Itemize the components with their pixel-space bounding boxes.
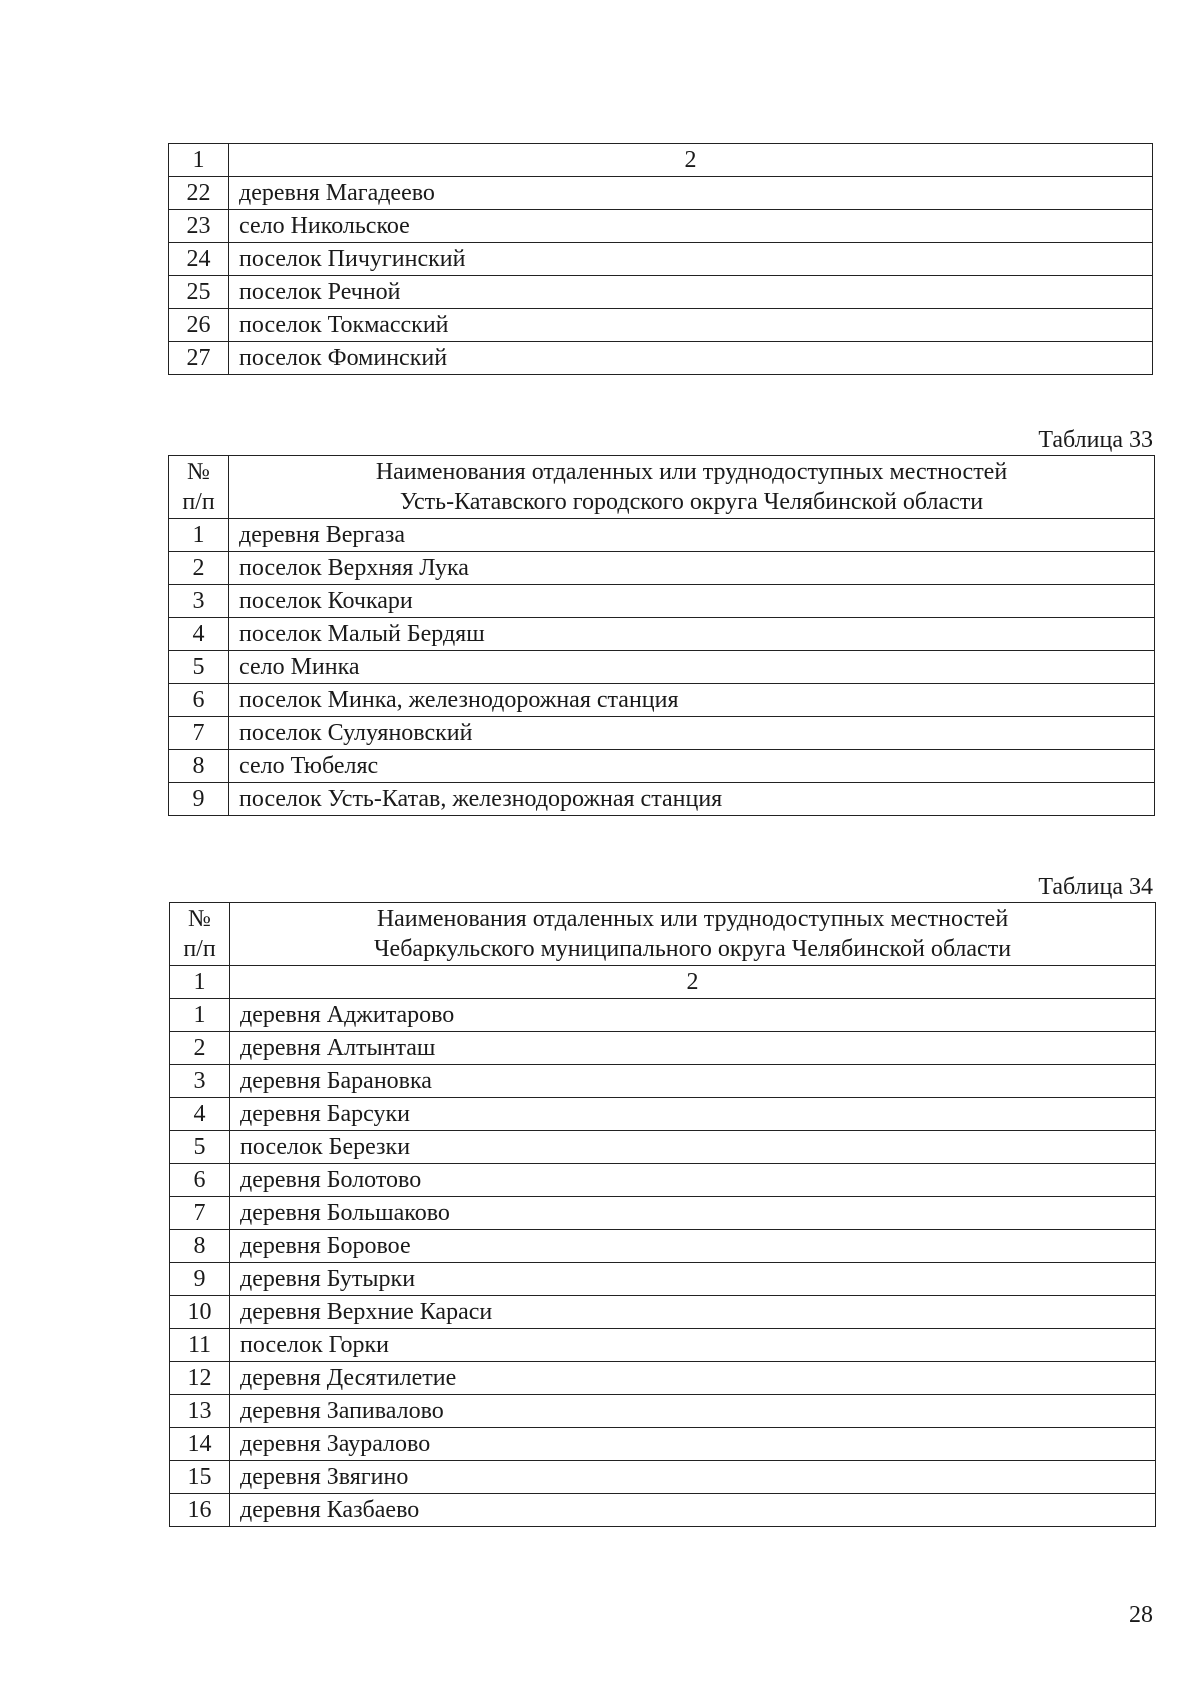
locality-name: деревня Вергаза	[229, 519, 1155, 552]
row-number: 1	[170, 999, 230, 1032]
row-number: 23	[169, 210, 229, 243]
locality-name: деревня Болотово	[230, 1164, 1156, 1197]
header-name-column	[229, 456, 1155, 519]
header-number-line1: №	[188, 906, 211, 932]
table-header	[170, 903, 1156, 966]
header-number-line2: п/п	[183, 936, 216, 962]
row-number: 16	[170, 1494, 230, 1527]
table-row	[170, 1230, 1156, 1263]
column-number: 2	[230, 966, 1156, 999]
row-number: 5	[170, 1131, 230, 1164]
row-number: 13	[170, 1395, 230, 1428]
row-number: 2	[169, 552, 229, 585]
table-row	[169, 585, 1155, 618]
table-row	[170, 1362, 1156, 1395]
table-row	[170, 999, 1156, 1032]
header-name-line2: Чебаркульского муниципального округа Челябинской области	[373, 936, 1012, 962]
locality-name: деревня Десятилетие	[230, 1362, 1156, 1395]
row-number: 4	[170, 1098, 230, 1131]
row-number: 22	[169, 177, 229, 210]
table-row	[170, 1032, 1156, 1065]
locality-name: деревня Аджитарово	[230, 999, 1156, 1032]
locality-name: поселок Пичугинский	[229, 243, 1153, 276]
row-number: 6	[169, 684, 229, 717]
row-number: 12	[170, 1362, 230, 1395]
locality-name: поселок Горки	[230, 1329, 1156, 1362]
row-number: 9	[169, 783, 229, 816]
locality-name: деревня Магадеево	[229, 177, 1153, 210]
table-header	[169, 456, 1155, 519]
row-number: 8	[169, 750, 229, 783]
header-name-column	[230, 903, 1156, 966]
row-number: 27	[169, 342, 229, 375]
locality-name: деревня Запивалово	[230, 1395, 1156, 1428]
row-number: 15	[170, 1461, 230, 1494]
locality-name: деревня Верхние Караси	[230, 1296, 1156, 1329]
table-row	[170, 1395, 1156, 1428]
row-number: 6	[170, 1164, 230, 1197]
row-number: 3	[170, 1065, 230, 1098]
table-row	[169, 552, 1155, 585]
table-32-continued	[168, 143, 1153, 375]
table-34	[169, 902, 1156, 1527]
table-row	[170, 1098, 1156, 1131]
row-number: 3	[169, 585, 229, 618]
locality-name: поселок Сулуяновский	[229, 717, 1155, 750]
table-row	[169, 243, 1153, 276]
row-number: 26	[169, 309, 229, 342]
locality-name: поселок Минка, железнодорожная станция	[229, 684, 1155, 717]
table-33-caption: Таблица 33	[1038, 427, 1153, 453]
page-number: 28	[1129, 1602, 1153, 1628]
locality-name: поселок Усть-Катав, железнодорожная станция	[229, 783, 1155, 816]
row-number: 25	[169, 276, 229, 309]
table-row	[170, 1461, 1156, 1494]
table-row	[170, 1131, 1156, 1164]
row-number: 8	[170, 1230, 230, 1263]
locality-name: деревня Барсуки	[230, 1098, 1156, 1131]
locality-name: деревня Казбаево	[230, 1494, 1156, 1527]
column-number: 1	[170, 966, 230, 999]
locality-name: село Тюбеляс	[229, 750, 1155, 783]
table-row	[169, 519, 1155, 552]
table-row	[169, 684, 1155, 717]
table-row	[169, 651, 1155, 684]
table-row	[169, 309, 1153, 342]
table-row	[169, 342, 1153, 375]
locality-name: поселок Фоминский	[229, 342, 1153, 375]
table-row	[170, 1494, 1156, 1527]
row-number: 11	[170, 1329, 230, 1362]
column-number: 2	[229, 144, 1153, 177]
table-row	[169, 177, 1153, 210]
table-row	[169, 783, 1155, 816]
table-row	[170, 1164, 1156, 1197]
locality-name: поселок Токмасский	[229, 309, 1153, 342]
row-number: 24	[169, 243, 229, 276]
row-number: 4	[169, 618, 229, 651]
row-number: 9	[170, 1263, 230, 1296]
table-row	[170, 1329, 1156, 1362]
table-row	[170, 1263, 1156, 1296]
locality-name: поселок Кочкари	[229, 585, 1155, 618]
header-number-column	[170, 903, 230, 966]
locality-name: деревня Алтынташ	[230, 1032, 1156, 1065]
table-33	[168, 455, 1155, 816]
table-row	[170, 1296, 1156, 1329]
table-row	[169, 717, 1155, 750]
locality-name: село Минка	[229, 651, 1155, 684]
row-number: 2	[170, 1032, 230, 1065]
table-row	[169, 276, 1153, 309]
locality-name: село Никольское	[229, 210, 1153, 243]
table-row	[169, 618, 1155, 651]
column-number-row	[170, 966, 1156, 999]
header-name-line2: Усть-Катавского городского округа Челябинской области	[399, 489, 984, 515]
row-number: 14	[170, 1428, 230, 1461]
table-row	[169, 210, 1153, 243]
header-name-line1: Наименования отдаленных или труднодоступных местностей	[375, 459, 1008, 485]
locality-name: деревня Бутырки	[230, 1263, 1156, 1296]
header-number-line1: №	[187, 459, 210, 485]
header-number-column	[169, 456, 229, 519]
row-number: 7	[169, 717, 229, 750]
header-number-line2: п/п	[182, 489, 215, 515]
table-row	[170, 1065, 1156, 1098]
locality-name: деревня Звягино	[230, 1461, 1156, 1494]
table-34-caption: Таблица 34	[1038, 874, 1153, 900]
locality-name: деревня Барановка	[230, 1065, 1156, 1098]
column-number-row	[169, 144, 1153, 177]
locality-name: деревня Зауралово	[230, 1428, 1156, 1461]
table-row	[170, 1197, 1156, 1230]
row-number: 1	[169, 519, 229, 552]
locality-name: поселок Верхняя Лука	[229, 552, 1155, 585]
locality-name: деревня Боровое	[230, 1230, 1156, 1263]
locality-name: поселок Березки	[230, 1131, 1156, 1164]
locality-name: поселок Малый Бердяш	[229, 618, 1155, 651]
row-number: 5	[169, 651, 229, 684]
table-row	[169, 750, 1155, 783]
locality-name: поселок Речной	[229, 276, 1153, 309]
table-row	[170, 1428, 1156, 1461]
locality-name: деревня Большаково	[230, 1197, 1156, 1230]
row-number: 10	[170, 1296, 230, 1329]
row-number: 7	[170, 1197, 230, 1230]
header-name-line1: Наименования отдаленных или труднодоступных местностей	[376, 906, 1009, 932]
column-number: 1	[169, 144, 229, 177]
